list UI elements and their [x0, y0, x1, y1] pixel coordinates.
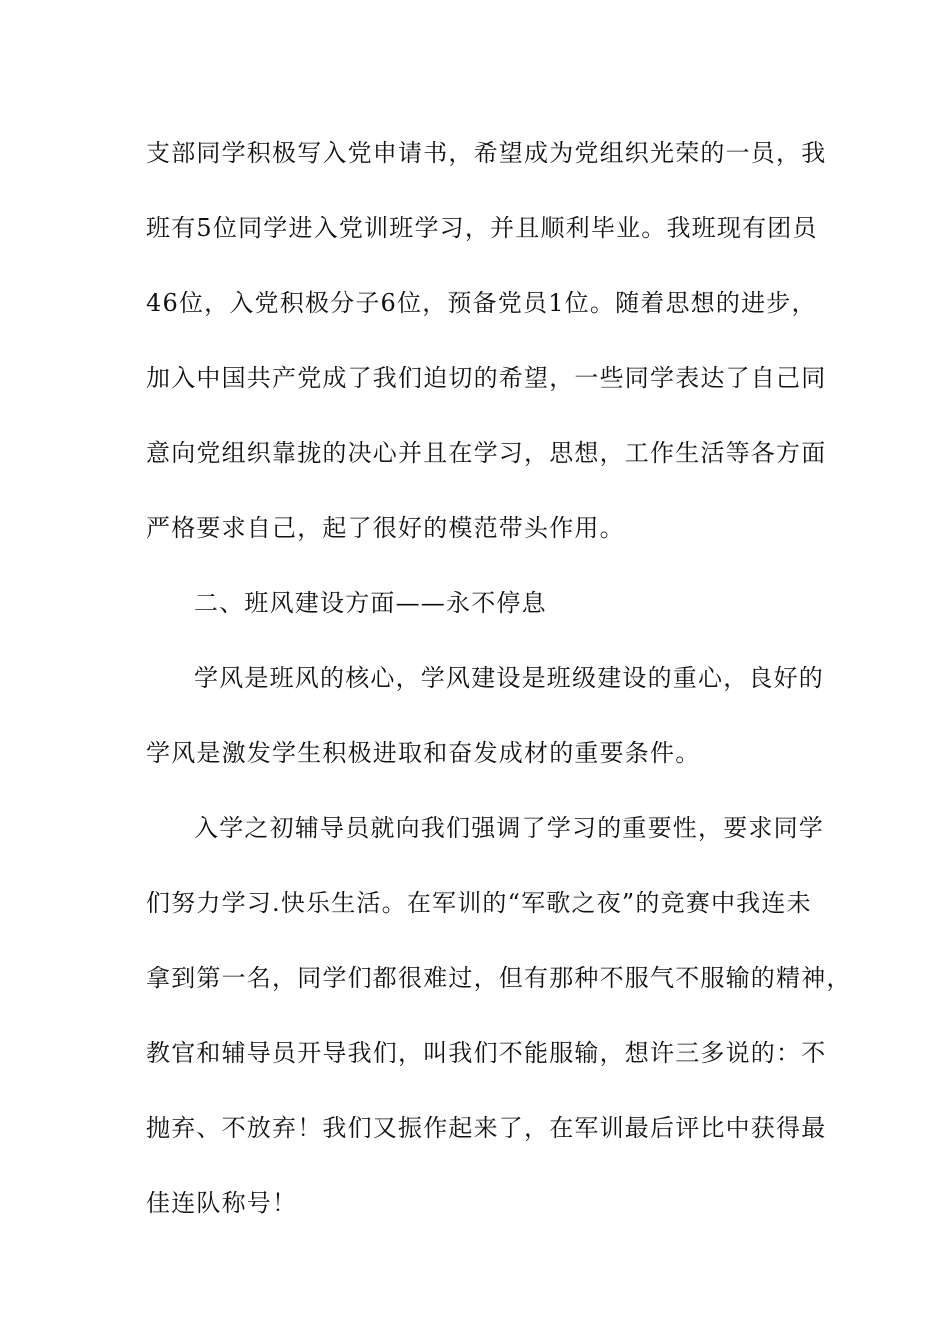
- paragraph-start-line: 学风是班风的核心，学风建设是班级建设的重心，良好的: [194, 664, 824, 692]
- paragraph-start-line: 入学之初辅导员就向我们强调了学习的重要性，要求同学: [194, 814, 824, 842]
- text-line: 支部同学积极写入党申请书，希望成为党组织光荣的一员，我: [146, 139, 827, 167]
- text-line: 意向党组织靠拢的决心并且在学习，思想，工作生活等各方面: [146, 439, 827, 467]
- section-heading: 二、班风建设方面——永不停息: [194, 589, 547, 617]
- text-line: 拿到第一名，同学们都很难过，但有那种不服气不服输的精神，: [146, 964, 852, 992]
- text-line: 们努力学习.快乐生活。在军训的“军歌之夜”的竞赛中我连未: [146, 889, 812, 917]
- text-line: 加入中国共产党成了我们迫切的希望，一些同学表达了自己同: [146, 364, 827, 392]
- text-line: 班有5位同学进入党训班学习，并且顺利毕业。我班现有团员: [146, 214, 818, 242]
- document-body: [146, 133, 852, 1258]
- text-line: 教官和辅导员开导我们，叫我们不能服输，想许三多说的：不: [146, 1039, 827, 1067]
- text-line: 佳连队称号！: [146, 1189, 298, 1217]
- text-line: 抛弃、不放弃！我们又振作起来了，在军训最后评比中获得最: [146, 1114, 827, 1142]
- text-line: 学风是激发学生积极进取和奋发成材的重要条件。: [146, 739, 701, 767]
- text-line: 严格要求自己，起了很好的模范带头作用。: [146, 514, 625, 542]
- text-line: 46位，入党积极分子6位，预备党员1位。随着思想的进步，: [146, 289, 817, 317]
